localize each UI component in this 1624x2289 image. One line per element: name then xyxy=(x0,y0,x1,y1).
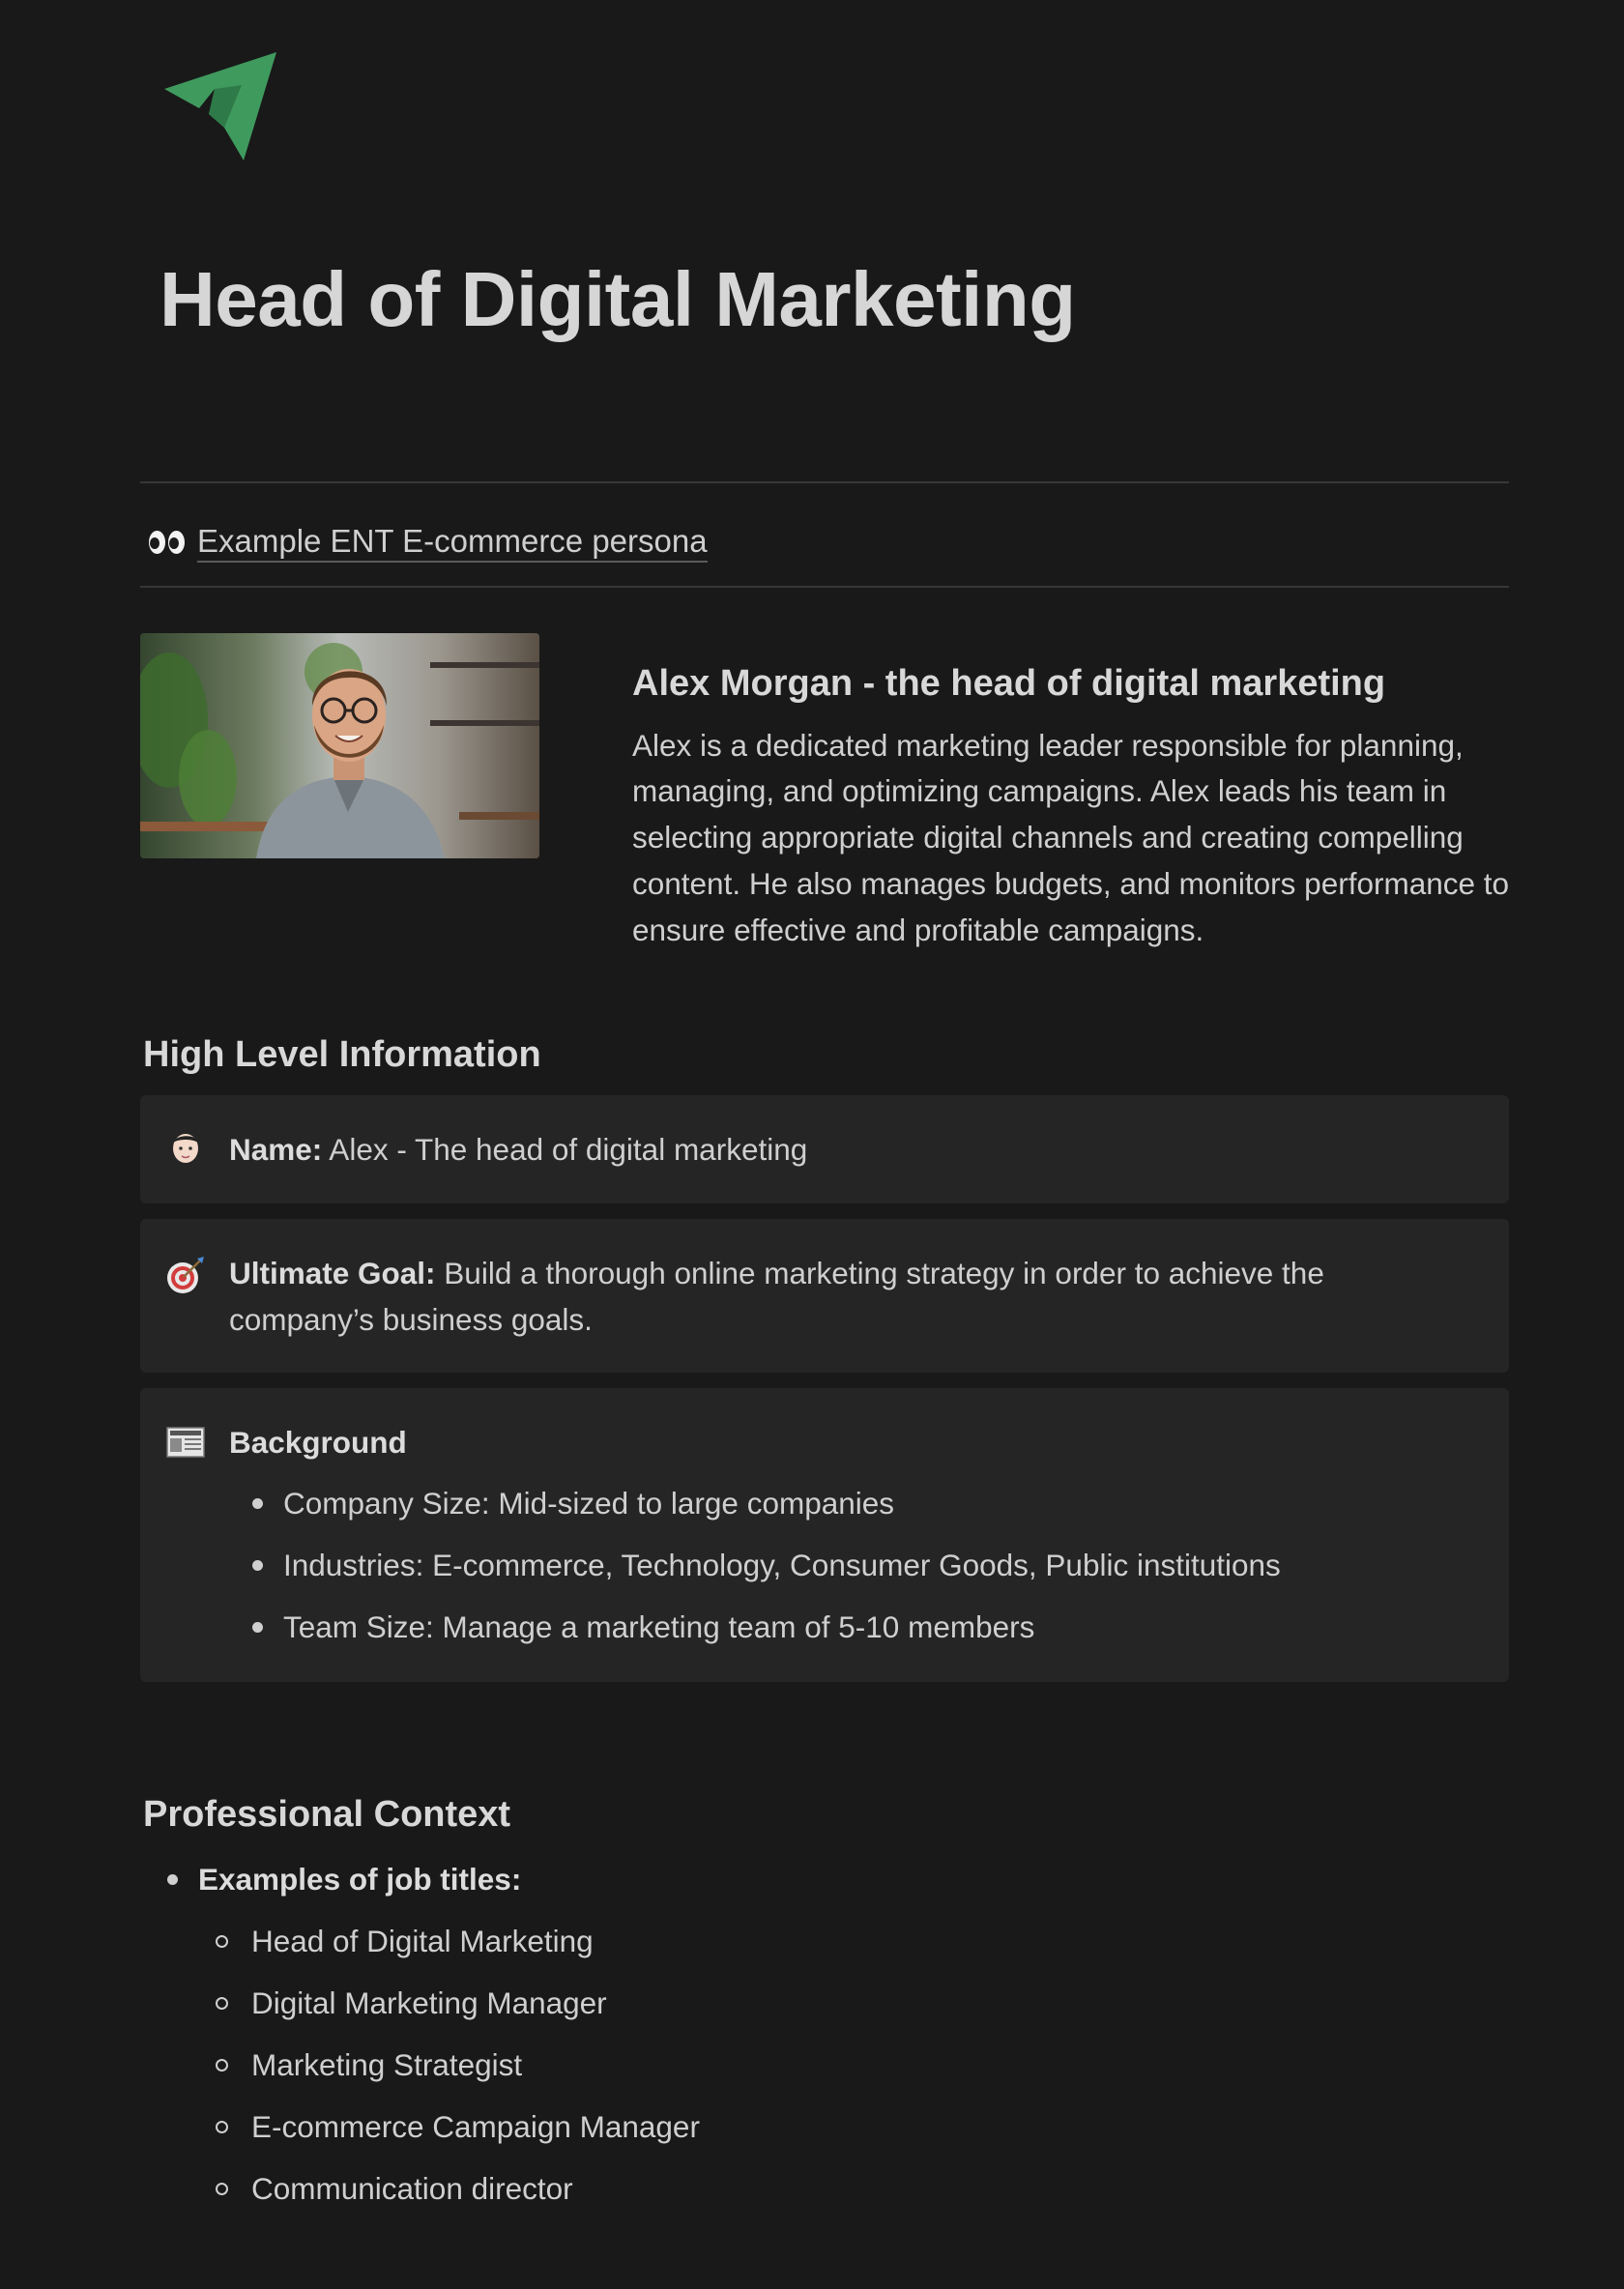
profile-photo xyxy=(140,633,539,858)
professional-context-list xyxy=(198,1860,521,1898)
background-item: Industries: E-commerce, Technology, Consumer Goods, Public institutions xyxy=(283,1548,1281,1582)
job-title-item: E-commerce Campaign Manager xyxy=(251,2109,700,2144)
background-list xyxy=(283,1484,1281,1669)
person-emoji-icon xyxy=(165,1127,206,1168)
name-value: Alex - The head of digital marketing xyxy=(322,1132,808,1167)
job-title-item: Head of Digital Marketing xyxy=(251,1922,700,1960)
job-titles-list xyxy=(251,1922,700,2231)
goal-value: Build a thorough online marketing strategy in order to achieve the company’s business goals. xyxy=(229,1256,1324,1337)
name-callout-text xyxy=(229,1126,1451,1173)
profile-description: Alex is a dedicated marketing leader responsible for planning, managing, and optimizing campaigns. Alex leads his team in selecting appropriate digital channels and creating compelling content. He also manages budgets, and monitors performance to ensure effective and profitable campaigns. xyxy=(632,727,1510,947)
page-title: Head of Digital Marketing xyxy=(160,256,1076,342)
persona-link[interactable]: Example ENT E-commerce persona xyxy=(197,522,708,563)
background-label: Background xyxy=(229,1425,407,1460)
job-title-item: Communication director xyxy=(251,2169,700,2208)
high-level-heading: High Level Information xyxy=(143,1034,541,1075)
job-titles-label: Examples of job titles: xyxy=(198,1862,522,1897)
goal-callout xyxy=(140,1219,1509,1373)
paper-plane-icon xyxy=(160,46,282,166)
name-callout xyxy=(140,1095,1509,1203)
profile-heading: Alex Morgan - the head of digital marketing xyxy=(632,663,1386,704)
background-item: Company Size: Mid-sized to large companies xyxy=(283,1484,1281,1522)
bottom-divider xyxy=(140,586,1509,588)
top-divider xyxy=(140,481,1509,483)
goal-callout-text xyxy=(229,1250,1451,1343)
target-emoji-icon xyxy=(165,1255,206,1295)
newspaper-emoji-icon xyxy=(165,1422,206,1463)
professional-context-heading: Professional Context xyxy=(143,1794,511,1835)
job-titles-item xyxy=(198,1860,521,1898)
job-title-item: Marketing Strategist xyxy=(251,2045,700,2084)
persona-link-row xyxy=(145,518,708,566)
background-item: Team Size: Manage a marketing team of 5-10 members xyxy=(283,1608,1281,1646)
eyes-emoji-icon xyxy=(145,531,188,554)
goal-label: Ultimate Goal: xyxy=(229,1256,436,1290)
name-label: Name: xyxy=(229,1132,323,1167)
profile-intro xyxy=(632,663,1512,954)
job-title-item: Digital Marketing Manager xyxy=(251,1984,700,2022)
background-label-wrap xyxy=(229,1419,1451,1465)
